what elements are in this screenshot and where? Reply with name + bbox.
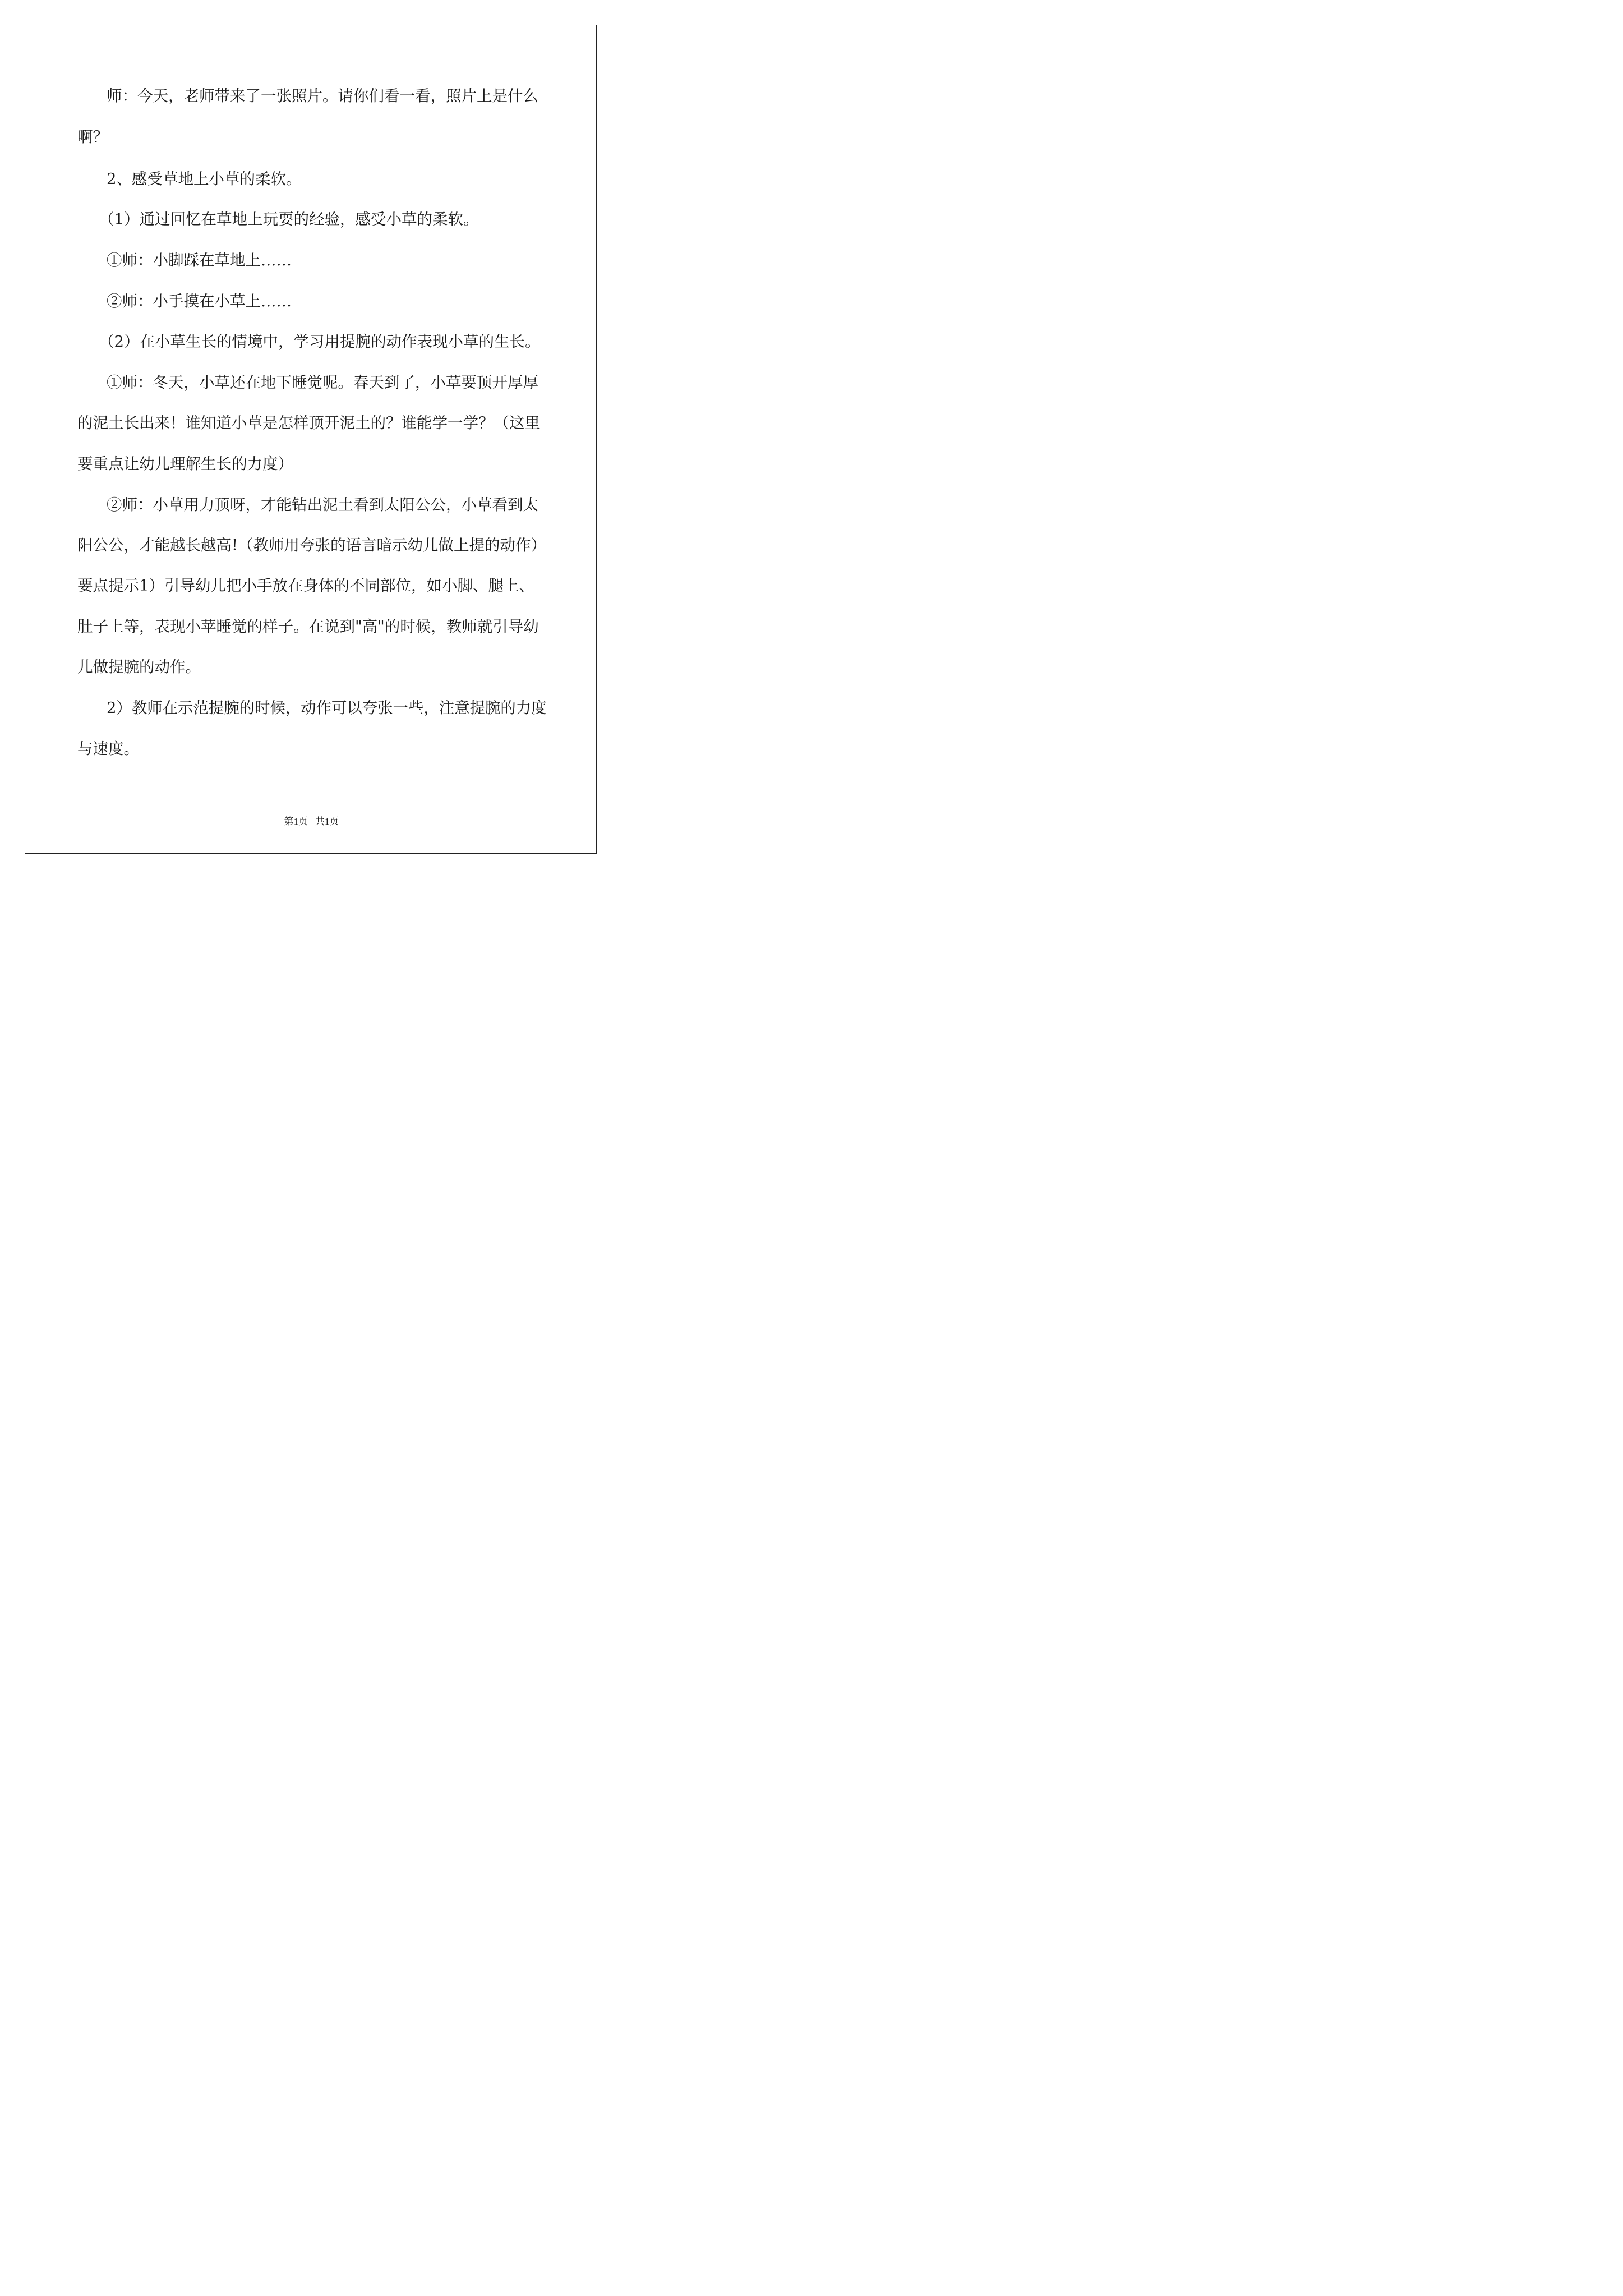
text-line: 肚子上等，表现小苹睡觉的样子。在说到"高"的时候，教师就引导幼 <box>77 618 539 636</box>
text-line: 儿做提腕的动作。 <box>77 658 201 676</box>
text-line: 要重点让幼儿理解生长的力度） <box>77 455 293 473</box>
subsection-heading: （2）在小草生长的情境中，学习用提腕的动作表现小草的生长。 <box>99 333 541 351</box>
page-number-footer: 第1页 共1页 <box>284 816 339 827</box>
text-line: 2）教师在示范提腕的时候，动作可以夸张一些，注意提腕的力度 <box>107 699 547 717</box>
text-line: 与速度。 <box>77 740 139 758</box>
subsection-heading: （1）通过回忆在草地上玩耍的经验，感受小草的柔软。 <box>99 210 479 228</box>
text-line: 啊？ <box>77 128 108 146</box>
text-line: 阳公公，才能越长越高!（教师用夸张的语言暗示幼儿做上提的动作） <box>77 536 547 554</box>
text-line: 要点提示1）引导幼儿把小手放在身体的不同部位，如小脚、腿上、 <box>77 577 534 595</box>
text-line: ②师：小草用力顶呀，才能钻出泥土看到太阳公公，小草看到太 <box>107 496 538 514</box>
text-line: 师：今天，老师带来了一张照片。请你们看一看，照片上是什么 <box>107 87 538 105</box>
page-border <box>25 25 597 854</box>
text-line: ②师：小手摸在小草上…… <box>107 292 292 310</box>
section-heading: 2、感受草地上小草的柔软。 <box>107 170 302 188</box>
text-line: 的泥土长出来！谁知道小草是怎样顶开泥土的？谁能学一学？（这里 <box>77 414 540 432</box>
text-line: ①师：小脚踩在草地上…… <box>107 251 292 269</box>
text-line: ①师：冬天，小草还在地下睡觉呢。春天到了，小草要顶开厚厚 <box>107 374 538 392</box>
